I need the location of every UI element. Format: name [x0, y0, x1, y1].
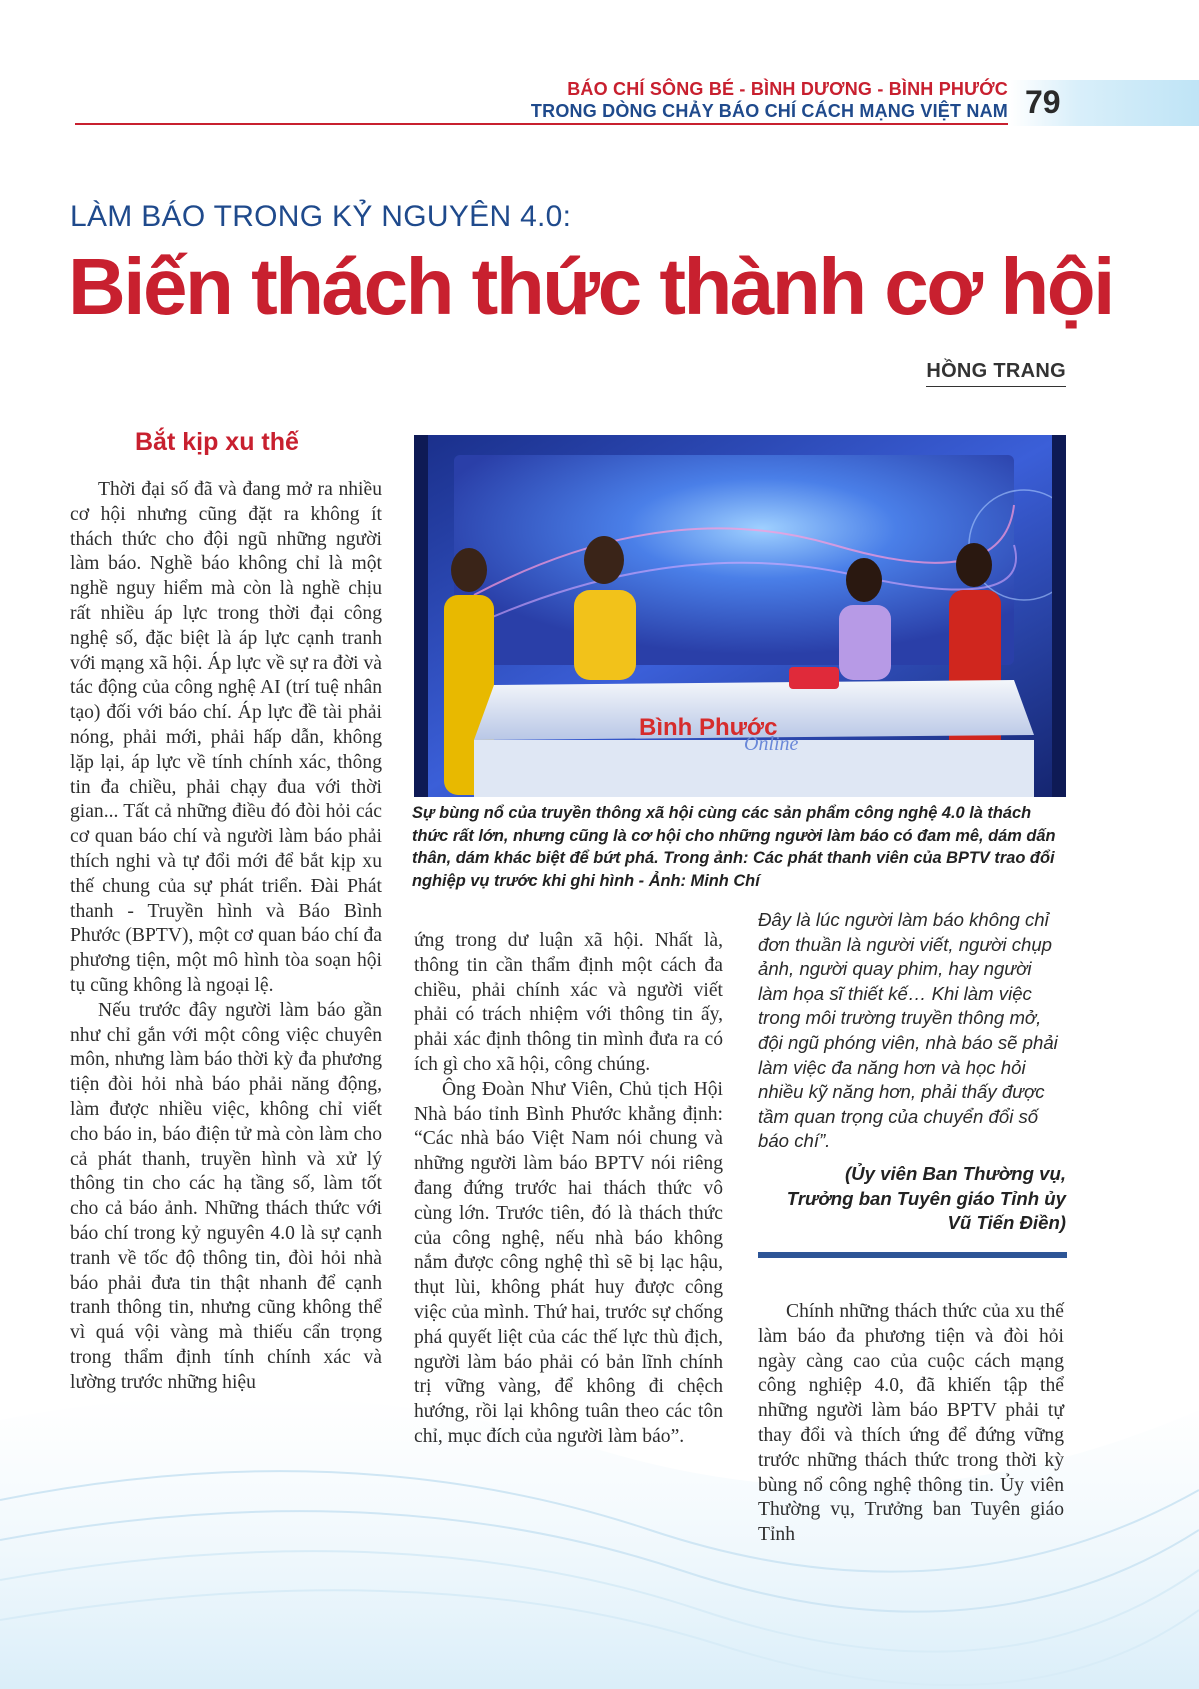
paragraph: ứng trong dư luận xã hội. Nhất là, thông tin cần thẩm định một cách đa chiều, phải chính xác và người viết phải có trách nhiệm với thông tin ấy, phải xác định thông tin mình đưa ra có ích gì cho xã hội, công chúng.: [414, 930, 723, 1075]
paragraph: Thời đại số đã và đang mở ra nhiều cơ hội nhưng cũng đặt ra không ít thách thức cho đội ngũ những người làm báo. Nghề báo không chỉ là một nghề nguy hiểm mà còn là nghề chịu rất nhiều áp lực trong thời đại công nghệ số, đặc biệt là áp lực cạnh tranh với mạng xã hội. Áp lực về sự ra đời và tác động của công nghệ AI (trí tuệ nhân tạo) đối với báo chí. Áp lực đề tài phải nóng, phải mới, phải hấp dẫn, không lặp lại, áp lực về tính chính xác, thông tin đa chiều, phải chạy đua với thời gian... Tất cả những điều đó đòi hỏi các cơ quan báo chí và người làm báo phải thích nghi và tự đổi mới để bắt kịp xu thế chung của sự phát triển. Đài Phát thanh - Truyền hình và Báo Bình Phước (BPTV), một cơ quan báo chí đa phương tiện, một mô hình tòa soạn hội tụ cũng không là ngoại lệ.: [70, 479, 382, 996]
running-head-line-2: TRONG DÒNG CHẢY BÁO CHÍ CÁCH MẠNG VIỆT NAM: [530, 101, 1008, 121]
pull-quote-source: [746, 1162, 1066, 1236]
studio-photo-illustration: [414, 435, 1066, 797]
pull-quote-source-line: Vũ Tiến Điền): [947, 1212, 1066, 1234]
section-subhead: Bắt kịp xu thế: [135, 428, 299, 456]
photo-watermark-main: Bình Phước: [639, 714, 778, 741]
pull-quote-divider: [758, 1252, 1067, 1258]
pull-quote-source-line: Trưởng ban Tuyên giáo Tỉnh ủy: [786, 1187, 1066, 1209]
text-column-3: [758, 1300, 1064, 1548]
running-head: [531, 78, 1008, 122]
photo-watermark-sub: Online: [744, 733, 799, 755]
paragraph: Chính những thách thức của xu thế làm báo đa phương tiện và đòi hỏi ngày càng cao của cuộc cách mạng công nghiệp 4.0, đã khiến tập thể những người làm báo BPTV phải tự thay đổi và thích ứng để đứng vững trước những thách thức trong thời kỳ bùng nổ công nghệ thông tin. Ủy viên Thường vụ, Trưởng ban Tuyên giáo Tỉnh: [758, 1301, 1064, 1546]
article-photo: [414, 435, 1066, 797]
article-author: HỒNG TRANG: [926, 360, 1066, 387]
text-column-1: [70, 478, 382, 1395]
article-headline: Biến thách thức thành cơ hội: [68, 242, 1113, 331]
running-head-line-1: BÁO CHÍ SÔNG BÉ - BÌNH DƯƠNG - BÌNH PHƯỚC: [567, 79, 1008, 99]
paragraph: Nếu trước đây người làm báo gần như chỉ gắn với một công việc chuyên môn, nhưng làm báo thời kỳ đa phương tiện đòi hỏi nhà báo phải năng động, làm được nhiều việc, không chỉ viết cho báo in, báo điện tử mà còn làm cho cả phát thanh, truyền hình và xử lý thông tin cho các hạ tầng số, làm tốt cho cả báo ảnh. Những thách thức với báo chí trong kỷ nguyên 4.0 là sự cạnh tranh về tốc độ thông tin, đòi hỏi nhà báo phải đưa tin thật nhanh để cạnh tranh thông tin, nhưng cũng không thể vì quá vội vàng mà thiếu cẩn trọng trong thẩm định tính chính xác và lường trước những hiệu: [70, 999, 382, 1393]
pull-quote: Đây là lúc người làm báo không chỉ đơn thuần là người viết, người chụp ảnh, người quay phim, hay người làm họa sĩ thiết kế… Khi làm việc trong môi trường truyền thông mở, đội ngũ phóng viên, nhà báo sẽ phải làm việc đa năng hơn và học hỏi nhiều kỹ năng hơn, phải thấy được tầm quan trọng của chuyển đổi số báo chí”.: [758, 909, 1058, 1152]
page-number: 79: [1025, 84, 1061, 120]
paragraph: Ông Đoàn Như Viên, Chủ tịch Hội Nhà báo tỉnh Bình Phước khẳng định: “Các nhà báo Việt Nam nói chung và những người làm báo BPTV nói riêng đang đứng trước hai thách thức vô cùng lớn. Trước tiên, đó là thách thức của công nghệ, nếu nhà báo không nắm được công nghệ thì sẽ bị lạc hậu, thụt lùi, không phát huy được công việc của mình. Thứ hai, trước sự chống phá quyết liệt của các thế lực thù địch, người làm báo phải có bản lĩnh chính trị vững vàng, để không đi chệch hướng, rồi lại không tuân theo các tôn chỉ, mục đích của người làm báo”.: [414, 1078, 723, 1447]
text-column-2: [414, 929, 723, 1450]
photo-caption: Sự bùng nổ của truyền thông xã hội cùng các sản phẩm công nghệ 4.0 là thách thức rất lớn, nhưng cũng là cơ hội cho những người làm báo có đam mê, dám dấn thân, dám khác biệt để bứt phá. Trong ảnh: Các phát thanh viên của BPTV trao đổi nghiệp vụ trước khi ghi hình - Ảnh: Minh Chí: [412, 804, 1056, 890]
pull-quote-source-line: (Ủy viên Ban Thường vụ,: [844, 1163, 1066, 1184]
article-kicker: LÀM BÁO TRONG KỶ NGUYÊN 4.0:: [70, 200, 572, 233]
running-head-rule: [75, 123, 1008, 125]
